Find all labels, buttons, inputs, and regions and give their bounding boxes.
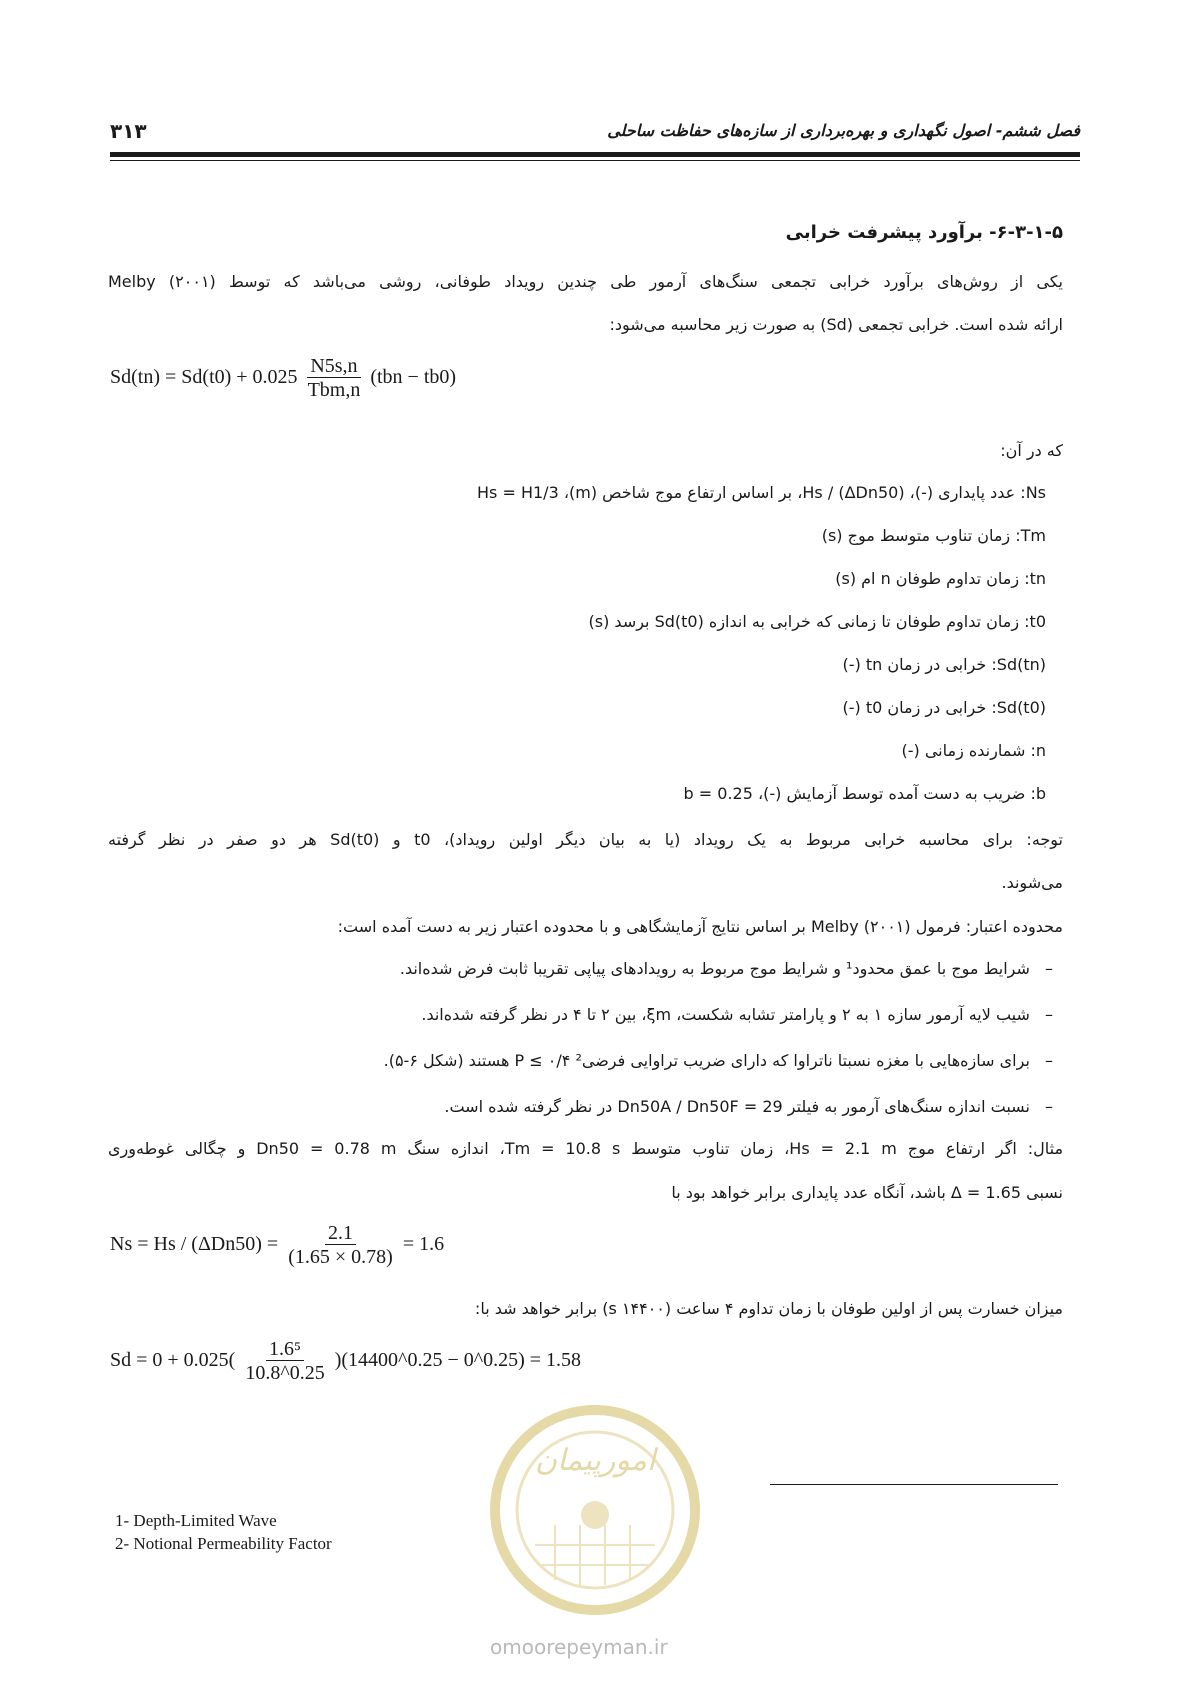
example-line-1: مثال: اگر ارتفاع موج Hs = 2.1 m، زمان تناوب متوسط Tm = 10.8 s، اندازه سنگ Dn50 = 0.78 m و چگالی غوطه‌وری xyxy=(108,1139,1064,1158)
intro-line-1: یکی از روش‌های برآورد خرابی تجمعی سنگ‌های آرمور طی چندین رویداد طوفانی، روشی می‌باشد که توسط Melby (۲۰۰۱) xyxy=(108,272,1063,291)
damage-text: میزان خسارت پس از اولین طوفان با زمان تداوم ۴ ساعت (۱۴۴۰۰ s) برابر خواهد شد با: xyxy=(474,1299,1063,1318)
where-label: که در آن: xyxy=(1000,441,1063,460)
validity-bullet xyxy=(143,956,1063,1002)
formula2-numerator: 2.1 xyxy=(325,1222,356,1245)
formula3-fraction xyxy=(242,1338,327,1385)
validity-intro: محدوده اعتبار: فرمول Melby (۲۰۰۱) بر اساس نتایج آزمایشگاهی و با محدوده اعتبار زیر به دست آمده است: xyxy=(337,917,1063,936)
footnote-rule xyxy=(770,1484,1058,1485)
bullet-dash: – xyxy=(1045,959,1053,978)
footnote-item: 1- Depth-Limited Wave xyxy=(115,1511,277,1530)
validity-bullet-text: نسبت اندازه سنگ‌های آرمور به فیلتر Dn50A / Dn50F = 29 در نظر گرفته شده است. xyxy=(444,1097,1030,1116)
footnote-item: 2- Notional Permeability Factor xyxy=(115,1534,332,1553)
formula2-result: = 1.6 xyxy=(402,1233,445,1256)
formula2-fraction xyxy=(285,1222,396,1269)
intro-line-2: ارائه شده است. خرابی تجمعی (Sd) به صورت زیر محاسبه می‌شود: xyxy=(609,315,1063,334)
definition-item: b: ضریب به دست آمده توسط آزمایش (-)، b = 0.25 xyxy=(683,784,1046,803)
formula2-lhs: Ns = Hs / (ΔDn50) = xyxy=(110,1233,279,1256)
chapter-title: فصل ششم- اصول نگهداری و بهره‌برداری از سازه‌های حفاظت ساحلی xyxy=(607,121,1080,140)
validity-bullet-text: برای سازه‌هایی با مغزه نسبتا ناتراوا که دارای ضریب تراوایی فرضی² ۰/۴ ≥ P هستند (شکل ۶-۵). xyxy=(383,1051,1030,1070)
formula3-denominator: 10.8^0.25 xyxy=(245,1362,325,1384)
running-header xyxy=(110,117,1080,151)
formula-cumulative-damage xyxy=(110,355,456,402)
definition-item: Ns: عدد پایداری (-)، Hs / (ΔDn50)، بر اساس ارتفاع موج شاخص (m)، Hs = H1/3 xyxy=(477,483,1046,502)
formula3-tail: )(14400^0.25 − 0^0.25) = 1.58 xyxy=(334,1349,582,1372)
validity-bullet xyxy=(143,1002,1063,1048)
validity-bullet xyxy=(143,1094,1063,1140)
definition-item: Sd(t0): خرابی در زمان t0 (-) xyxy=(842,698,1046,717)
watermark-url: omoorepeyman.ir xyxy=(490,1635,668,1659)
formula3-lhs: Sd = 0 + 0.025( xyxy=(110,1349,236,1372)
definitions-list xyxy=(146,480,1046,824)
formula1-numerator: N5s,n xyxy=(307,355,360,378)
header-rule-thin xyxy=(110,160,1080,161)
footnotes xyxy=(115,1509,332,1555)
note-line-2: می‌شوند. xyxy=(1001,873,1063,892)
formula-stability-number xyxy=(110,1222,444,1269)
validity-bullet-text: شیب لایه آرمور سازه ۱ به ۲ و پارامتر تشابه شکست، ξm، بین ۲ تا ۴ در نظر گرفته شده‌اند. xyxy=(421,1005,1030,1024)
definition-item: n: شمارنده زمانی (-) xyxy=(901,741,1046,760)
validity-bullets xyxy=(143,956,1063,1140)
bullet-dash: – xyxy=(1045,1051,1053,1070)
formula2-denominator: (1.65 × 0.78) xyxy=(288,1246,393,1268)
definition-item: Sd(tn): خرابی در زمان tn (-) xyxy=(842,655,1046,674)
validity-bullet-text: شرایط موج با عمق محدود¹ و شرایط موج مربوط به رویدادهای پیاپی تقریبا ثابت فرض شده‌اند. xyxy=(399,959,1030,978)
note-line-1: توجه: برای محاسبه خرابی مربوط به یک رویداد (یا به بیان دیگر اولین رویداد)، t0 و Sd(t0) هر دو صفر در نظر گرفته xyxy=(108,830,1064,849)
formula1-lhs: Sd(tn) = Sd(t0) + 0.025 xyxy=(110,366,298,389)
validity-bullet xyxy=(143,1048,1063,1094)
watermark-seal-icon xyxy=(480,1395,710,1625)
formula-damage-example xyxy=(110,1338,581,1385)
bullet-dash: – xyxy=(1045,1097,1053,1116)
watermark-logo-text: امورپیمان xyxy=(535,1443,656,1478)
definition-item: tn: زمان تداوم طوفان n ام (s) xyxy=(835,569,1046,588)
watermark-logo xyxy=(480,1395,710,1665)
formula1-tail: (tbn − tb0) xyxy=(370,366,457,389)
definition-item: t0: زمان تداوم طوفان تا زمانی که خرابی به اندازه Sd(t0) برسد (s) xyxy=(588,612,1046,631)
page-number: ۳۱۳ xyxy=(110,119,147,143)
formula1-fraction xyxy=(305,355,364,402)
definition-item: Tm: زمان تناوب متوسط موج (s) xyxy=(821,526,1046,545)
formula3-numerator: 1.6⁵ xyxy=(266,1338,304,1361)
section-heading: ۶-۳-۱-۵- برآورد پیشرفت خرابی xyxy=(785,222,1063,243)
header-rule-thick xyxy=(110,152,1080,157)
formula1-denominator: Tbm,n xyxy=(307,379,361,401)
example-line-2: نسبی Δ = 1.65 باشد، آنگاه عدد پایداری برابر خواهد بود با xyxy=(671,1183,1063,1202)
bullet-dash: – xyxy=(1045,1005,1053,1024)
